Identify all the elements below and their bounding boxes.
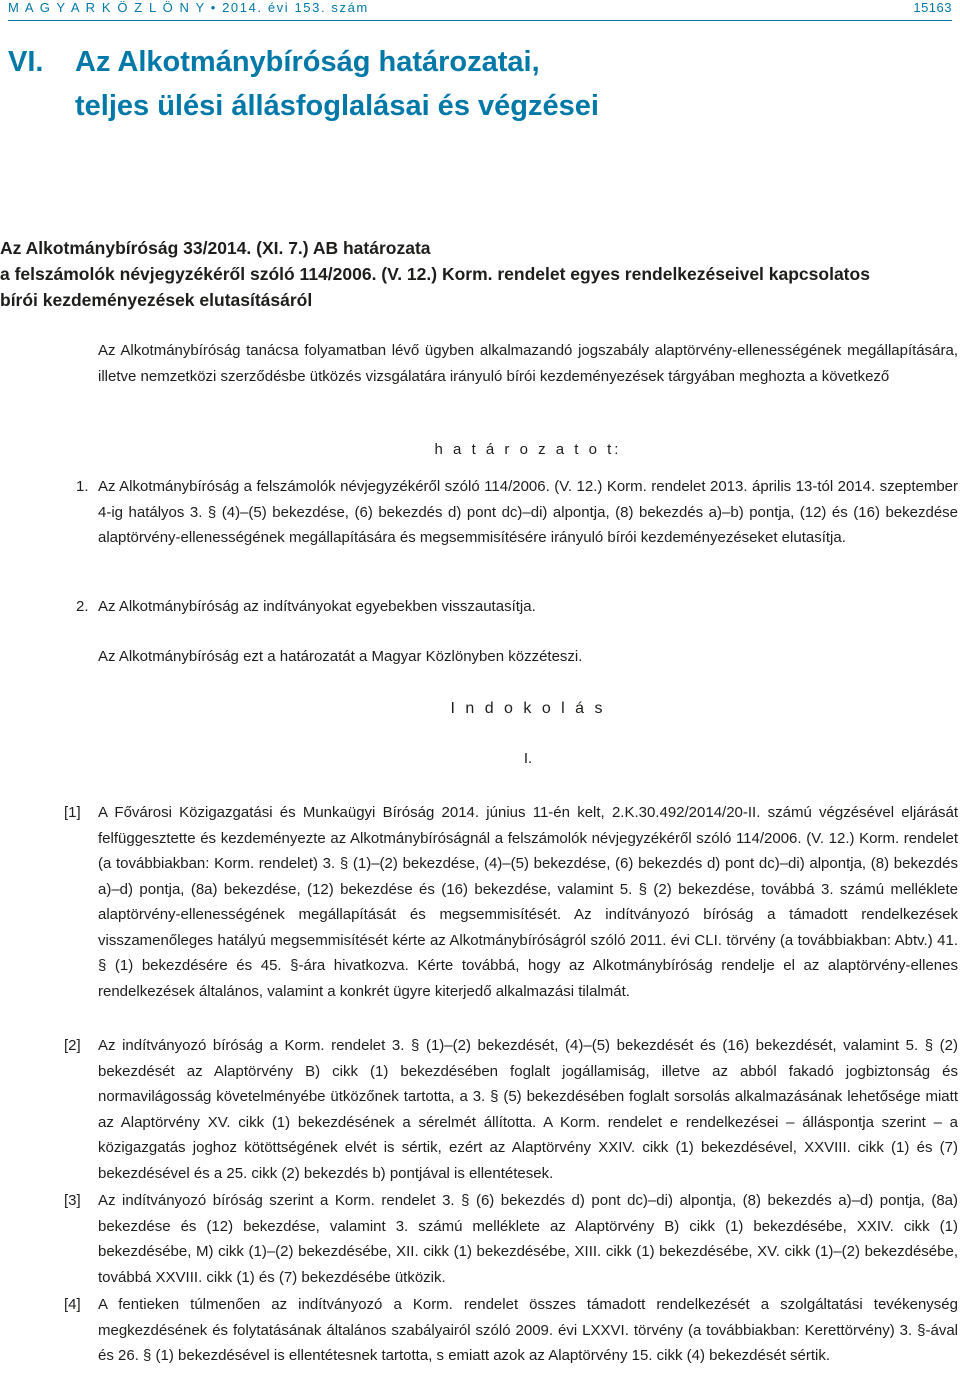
decision-title xyxy=(0,235,960,313)
paragraph-4 xyxy=(0,1292,958,1369)
decision-point-label: 2. xyxy=(76,598,89,615)
section-numeral: I. xyxy=(523,750,533,767)
decision-point-text: Az Alkotmánybíróság a felszámolók névjegyzékéről szóló 114/2006. (V. 12.) Korm. rendelet 2013. április 13-tól 2014. szeptember 4-ig hatályos 3. § (4)–(5) bekezdése, (6) bekezdés d) pont dc)–di) alpontja, (8) bekezdés a)–b) pontja, (12) és (16) bekezdése alaptörvény-ellenességének megállapítására és megsemmisítésére irányuló bírói kezdeményezéseket elutasítja. xyxy=(98,478,958,546)
decision-title-line-2: a felszámolók névjegyzékéről szóló 114/2006. (V. 12.) Korm. rendelet egyes rendelkezéseivel kapcsolatos xyxy=(0,264,870,284)
decision-point-text: Az Alkotmánybíróság az indítványokat egyebekben visszautasítja. xyxy=(98,598,536,615)
chapter-title-line-2: teljes ülési állásfoglalásai és végzései xyxy=(75,90,599,122)
paragraph-2 xyxy=(0,1033,958,1186)
paragraph-text: A Fővárosi Közigazgatási és Munkaügyi Bíróság 2014. június 11-én kelt, 2.K.30.492/2014/20-II. számú végzésével eljárását felfüggesztette és kezdeményezte az Alkotmánybíróságnál a felszámolók névjegyzékéről szóló 114/2006. (V. 12.) Korm. rendelet (a továbbiakban: Korm. rendelet) 3. § (1)–(2) bekezdése, (4)–(5) bekezdése, (6) bekezdés d) pont dc)–di) alpontja, (8) bekezdés a)–d) pontja, (8a) bekezdése, (12) bekezdése és (16) bekezdése, valamint 5. § (2) bekezdése, továbbá 3. számú melléklete alaptörvény-ellenességének megállapítását és megsemmisítését. Az indítványozó bíróság a támadott rendelkezések visszamenőleges hatályú megsemmisítését kérte az Alkotmánybíróságról szóló 2011. évi CLI. törvény (a továbbiakban: Abtv.) 41. § (1) bekezdésére és 45. §-ára hivatkozva. Kérte továbbá, hogy az Alkotmánybíróság rendelje el az alaptörvény-ellenes rendelkezések általános, valamint a konkrét ügyre kiterjedő alkalmazási tilalmát. xyxy=(98,804,958,1000)
decision-point-label: 1. xyxy=(76,478,89,495)
paragraph-number: [2] xyxy=(64,1037,81,1054)
decision-title-line-1: Az Alkotmánybíróság 33/2014. (XI. 7.) AB határozata xyxy=(0,238,431,258)
paragraph-text: Az indítványozó bíróság a Korm. rendelet 3. § (1)–(2) bekezdését, (4)–(5) bekezdését és (16) bekezdését, valamint 5. § (2) bekezdését az Alaptörvény B) cikk (1) bekezdésében foglalt jogállamiság, illetve az abból fakadó jogbiztonság és normavilágosság követelményébe ütközőnek tartotta, a 3. § (5) bekezdésében foglalt sorsolás alkalmazásának lehetősége miatt az Alaptörvény XV. cikk (1) bekezdésének a sérelmét állította. A Korm. rendelet e rendelkezései – álláspontja szerint – a közigazgatás joghoz kötöttségének elvét is sértik, ezért az Alaptörvény XXIV. cikk (1) bekezdésével, XXVIII. cikk (1) és (7) bekezdésével és a 25. cikk (2) bekezdés b) pontjával is ellentétesek. xyxy=(98,1037,958,1182)
reasoning-heading: I n d o k o l á s xyxy=(450,700,606,717)
journal-name: M A G Y A R K Ö Z L Ö N Y • 2014. évi 153. szám xyxy=(8,0,369,15)
paragraph-1 xyxy=(0,800,958,1004)
running-header xyxy=(8,0,952,18)
decision-point-2 xyxy=(64,594,958,620)
intro-paragraph: Az Alkotmánybíróság tanácsa folyamatban lévő ügyben alkalmazandó jogszabály alaptörvény-ellenességének megállapítására, illetve nemzetközi szerződésbe ütközés vizsgálatára irányuló bírói kezdeményezések tárgyában meghozta a következő xyxy=(98,342,958,385)
paragraph-text: Az indítványozó bíróság szerint a Korm. rendelet 3. § (6) bekezdés d) pont dc)–di) alpontja, (8) bekezdés a)–d) pontja, (8a) bekezdése és (12) bekezdése, valamint 3. számú melléklete az Alaptörvény B) cikk (1) bekezdésébe, XXIV. cikk (1) bekezdésébe, M) cikk (1)–(2) bekezdésébe, XII. cikk (1) bekezdésébe, XIII. cikk (1) bekezdésébe, XV. cikk (1)–(2) bekezdésébe, továbbá XXVIII. cikk (1) és (7) bekezdésébe ütközik. xyxy=(98,1192,958,1286)
paragraph-number: [4] xyxy=(64,1296,81,1313)
publication-statement: Az Alkotmánybíróság ezt a határozatát a Magyar Közlönyben közzéteszi. xyxy=(98,648,583,665)
paragraph-text: A fentieken túlmenően az indítványozó a Korm. rendelet összes támadott rendelkezését a szolgáltatási tevékenység megkezdésének és folytatásának általános szabályairól szóló 2009. évi LXXVI. törvény (a továbbiakban: Kerettörvény) 3. §-ával és 26. § (1) bekezdésével is ellentétesnek tartotta, s emiatt azok az Alaptörvény 15. cikk (4) bekezdését sértik. xyxy=(98,1296,958,1364)
decision-heading: h a t á r o z a t o t: xyxy=(434,441,622,458)
paragraph-3 xyxy=(0,1188,958,1290)
decision-point-1 xyxy=(64,474,958,551)
paragraph-number: [3] xyxy=(64,1192,81,1209)
chapter-title-line-1: Az Alkotmánybíróság határozatai, xyxy=(75,46,540,78)
header-rule xyxy=(8,20,952,21)
chapter-title xyxy=(75,40,599,128)
chapter-number: VI. xyxy=(8,46,44,78)
paragraph-number: [1] xyxy=(64,804,81,821)
decision-title-line-3: bírói kezdeményezések elutasításáról xyxy=(0,290,313,310)
page-number: 15163 xyxy=(913,0,952,15)
